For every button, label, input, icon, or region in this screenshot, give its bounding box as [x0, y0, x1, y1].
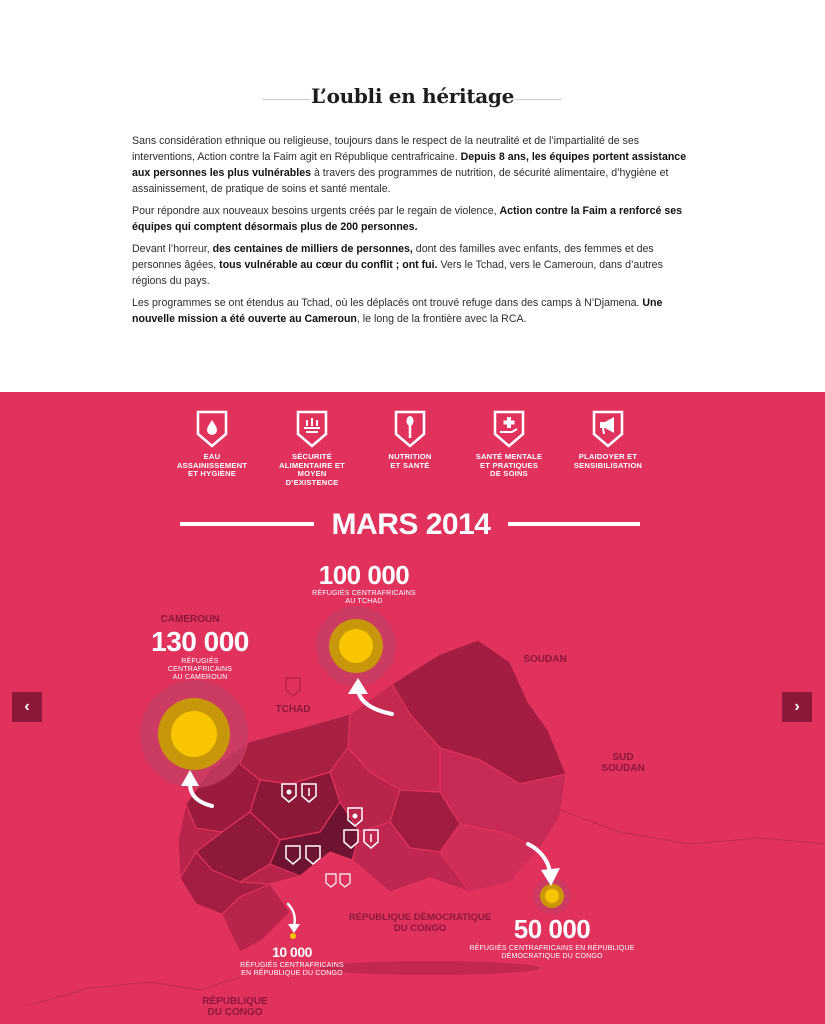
chevron-right-icon: › [794, 698, 800, 715]
legend-mental-health-label [463, 453, 555, 479]
soudan-label: SOUDAN [523, 654, 567, 665]
paragraph-4-text-a: Les programmes se ont étendus au Tchad, où les déplacés ont trouvé refuge dans des camps à N’Djamena. [132, 297, 643, 309]
legend-water-line-3: ET HYGIÈNE [188, 469, 236, 479]
map-water-drop-2 [353, 814, 358, 819]
paragraph-1 [132, 133, 694, 197]
legend-nutrition [364, 410, 456, 470]
rdc-caption-line-1: RÉFUGIÉS CENTRAFRICAINS EN RÉPUBLIQUE [469, 945, 635, 952]
cameroun-refugee-count: 130 000 [151, 626, 249, 657]
legend-nutrition-label [364, 453, 456, 470]
hand-cross-icon [492, 410, 526, 448]
legend-food-line-2: ALIMENTAIRE ET [279, 460, 345, 470]
legend-food-security [266, 410, 358, 487]
tchad-health-icon [286, 678, 300, 696]
headline-date: MARS 2014 [331, 508, 491, 541]
congo-refugee-marker [290, 933, 296, 939]
sud-soudan-line-2: SOUDAN [601, 763, 645, 774]
rdc-core [545, 889, 559, 903]
cameroun-caption-line-3: AU CAMEROUN [172, 674, 228, 681]
sud-soudan-label [590, 752, 656, 774]
congo-caption-line-2: EN RÉPUBLIQUE DU CONGO [241, 970, 343, 977]
tchad-refugee-caption [290, 590, 438, 606]
congo-caption-line-1: RÉFUGIÉS CENTRAFRICAINS [240, 962, 344, 969]
map-spoon-icon-3 [340, 874, 350, 887]
paragraph-3-bold-b: des centaines de milliers de personnes, [212, 243, 413, 255]
tchad-refugee-count: 100 000 [318, 560, 410, 590]
legend-mental-line-3: DE SOINS [490, 469, 528, 479]
paragraph-3-bold-d: tous vulnérable au cœur du conflit ; ont fui. [219, 259, 438, 271]
tchad-label: TCHAD [275, 704, 311, 715]
tchad-refugee-marker [316, 606, 396, 686]
map-field-icon-3 [326, 874, 336, 887]
legend-food-line-4: D’EXISTENCE [285, 477, 339, 487]
legend-mental-line-1: SANTÉ MENTALE [475, 452, 543, 461]
cameroun-refugee-caption [140, 658, 260, 682]
paragraph-4 [132, 295, 694, 327]
legend-water-label [166, 453, 258, 479]
paragraph-2-bold: Action contre la Faim a renforcé ses équipes qui comptent désormais plus de 200 personnes. [132, 205, 682, 233]
title-divider-right [514, 99, 562, 100]
rdc-refugee-count: 50 000 [513, 914, 591, 944]
legend-food-line-3: MOYEN [297, 469, 327, 479]
megaphone-icon [591, 410, 625, 448]
tchad-caption-line-1: RÉFUGIÉS CENTRAFRICAINS [312, 590, 416, 597]
congo-label [190, 996, 280, 1018]
paragraph-3-text-e: Vers le Tchad, vers le Cameroun, dans d’autres régions du pays. [132, 259, 663, 287]
paragraph-1-bold: Depuis 8 ans, les équipes portent assistance aux personnes les plus vulnérables [132, 151, 687, 179]
car-map [178, 640, 566, 952]
carousel-prev-button[interactable] [12, 692, 42, 722]
legend-advocacy-label [562, 453, 654, 470]
legend-mental-line-2: ET PRATIQUES [480, 460, 538, 470]
infographic-slide [0, 392, 825, 1024]
sud-soudan-line-1: SUD [612, 752, 634, 763]
rdc-refugee-caption [452, 945, 652, 961]
border-line-east [560, 810, 825, 844]
congo-line-2: DU CONGO [207, 1007, 263, 1018]
page-title: L’oubli en héritage [310, 84, 515, 108]
article-body [132, 133, 694, 333]
legend-food-line-1: SÉCURITÉ [292, 452, 332, 461]
tchad-core [339, 629, 373, 663]
paragraph-2 [132, 203, 694, 235]
cameroun-caption-line-2: CENTRAFRICAINS [167, 666, 233, 673]
rdc-line-2: DU CONGO [393, 923, 447, 934]
spoon-icon [393, 410, 427, 448]
legend-nutrition-line-1: NUTRITION [388, 452, 432, 461]
congo-refugee-count: 10 000 [272, 944, 312, 960]
map-water-drop-1 [287, 790, 292, 795]
paragraph-4-text-c: , le long de la frontière avec la RCA. [356, 313, 527, 325]
paragraph-4-bold: Une nouvelle mission a été ouverte au Cameroun [132, 297, 663, 325]
paragraph-3 [132, 241, 694, 289]
legend-food-label [266, 453, 358, 487]
carousel-next-button[interactable] [782, 692, 812, 722]
rdc-caption-line-2: DÉMOCRATIQUE DU CONGO [501, 953, 603, 960]
congo-line-1: RÉPUBLIQUE [202, 996, 268, 1007]
legend-advocacy-line-1: PLAIDOYER ET [578, 452, 638, 461]
arrow-to-congo [288, 904, 295, 926]
paragraph-1-text-c: à travers des programmes de nutrition, de sécurité alimentaire, d’hygiène et assainissement, de pratique de soins et santé mentale. [132, 167, 669, 195]
legend-water-line-2: ASSAINISSEMENT [176, 460, 248, 470]
legend-water [166, 410, 258, 479]
paragraph-1-text-a: Sans considération ethnique ou religieuse, toujours dans le respect de la neutralité et de l’impartialité de ses interventions, Action contre la Faim agit en République centrafricaine. [132, 135, 640, 163]
cameroun-core [171, 711, 217, 757]
congo-refugee-caption [222, 962, 362, 978]
rdc-label [340, 912, 500, 934]
cameroun-caption-line-1: RÉFUGIÉS [181, 658, 219, 665]
legend-water-line-1: EAU [203, 452, 221, 461]
tchad-caption-line-2: AU TCHAD [345, 598, 383, 605]
title-row [0, 84, 825, 118]
rdc-line-1: RÉPUBLIQUE DÉMOCRATIQUE [348, 912, 492, 923]
cameroun-refugee-marker [140, 680, 248, 788]
legend-mental-health [463, 410, 555, 479]
field-icon [295, 410, 329, 448]
water-drop-icon [195, 410, 229, 448]
paragraph-2-text-a: Pour répondre aux nouveaux besoins urgents créés par le regain de violence, [132, 205, 500, 217]
headline-bar-right [508, 522, 640, 526]
legend-nutrition-line-2: ET SANTÉ [390, 460, 430, 470]
legend-advocacy [562, 410, 654, 470]
cameroun-label: CAMEROUN [160, 614, 220, 625]
headline-bar-left [180, 522, 314, 526]
legend-advocacy-line-2: SENSIBILISATION [573, 460, 643, 470]
paragraph-3-text-c: dont des familles avec enfants, des femmes et des personnes âgées, [132, 243, 654, 271]
chevron-left-icon: ‹ [24, 698, 30, 715]
paragraph-3-text-a: Devant l’horreur, [132, 243, 213, 255]
article-section [0, 0, 825, 392]
arrow-head-congo [288, 924, 300, 933]
